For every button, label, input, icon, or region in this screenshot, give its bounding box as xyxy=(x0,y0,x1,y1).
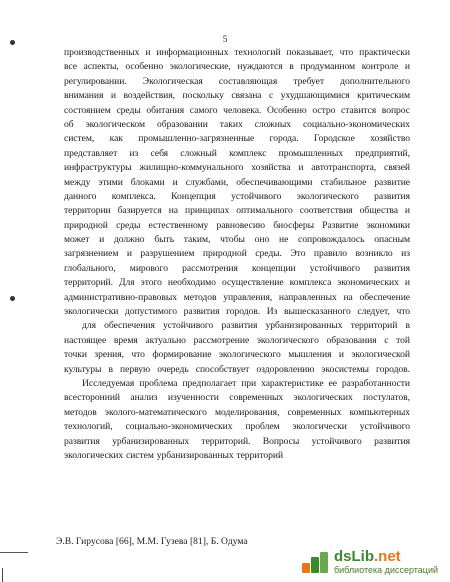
text-line: экологических систем урбанизированных территорий xyxy=(64,449,284,461)
text-line: экологически допустимого развития городов. Из вышесказанного следует, что xyxy=(64,306,410,318)
text-line: данного комплекса. Концепция устойчивого экологического развития xyxy=(64,190,410,202)
text-line: инфраструктуры жилищно-коммунального хозяйства и автотранспорта, связей xyxy=(64,162,410,174)
text-line: состоянием среды обитания самого человека. Особенно остро ставится вопрос xyxy=(64,104,410,116)
text-line: территорий. Для этого необходимо осуществление комплекса экономических и xyxy=(64,277,410,289)
text-line: глобального, мирового рассмотрения концепции устойчивого развития xyxy=(64,262,410,274)
watermark-text xyxy=(334,549,438,575)
text-line: культуры в первую очередь способствует оздоровлению экосистемы городов. xyxy=(64,363,410,375)
dslib-watermark[interactable] xyxy=(296,546,446,578)
text-line: все аспекты, особенно экологические, нуждаются в продуманном контроле и xyxy=(64,61,410,73)
text-line: может и должно быть таким, чтобы оно не сопровождалось опасным xyxy=(64,234,410,246)
margin-mark xyxy=(10,296,15,301)
text-line: регулировании. Экологическая составляющая требует дополнительного xyxy=(64,75,410,87)
text-line: территории базируется на принципах оптимального соответствия общества и xyxy=(64,205,410,217)
margin-mark xyxy=(10,40,15,45)
text-line: об экологическом образовании таких сложных социально-экономических xyxy=(64,118,410,130)
text-line: внимания и воздействия, поскольку связана с ухудшающимися критическим xyxy=(64,90,410,102)
dslib-logo-icon xyxy=(300,549,330,575)
text-line: для обеспечения устойчивого развития урбанизированных территорий в xyxy=(82,320,410,332)
text-line: Исследуемая проблема предполагает при характеристике ее разработанности xyxy=(82,377,410,389)
text-line: представляет из себя сложный комплекс промышленных предприятий, xyxy=(64,147,410,159)
page-number: 5 xyxy=(222,34,228,44)
footer-reference-line: Э.В. Гирусова [66], М.М. Гузева [81], Б. Одума xyxy=(56,536,248,547)
text-line: систем, как промышленно-загрязненные города. Городское хозяйство xyxy=(64,133,410,145)
text-line: между этими блоками и службами, обеспечивающими стабильное развитие xyxy=(64,176,410,188)
text-line: методов эколого-математического моделирования, современных компьютерных xyxy=(64,406,410,418)
text-line: настоящее время актуально рассмотрение экологического образования с той xyxy=(64,334,410,346)
text-line: всесторонний анализ изученности современных экологических постулатов, xyxy=(64,392,410,404)
text-line: точки зрения, что формирование экологического мышления и экологической xyxy=(64,349,410,361)
text-line: административно-правовых методов управления, направленных на обеспечение xyxy=(64,291,410,303)
left-tick xyxy=(2,568,3,582)
text-line: производственных и информационных технологий показывает, что практически xyxy=(64,47,410,58)
body-text xyxy=(64,46,410,463)
watermark-brand: dsLib.net xyxy=(334,548,401,565)
text-line: развития урбанизированных территорий. Вопросы устойчивого развития xyxy=(64,435,410,447)
text-line: загрязнением и разрушением природной среды. Это правило возникло из xyxy=(64,248,410,260)
bottom-rule xyxy=(0,552,28,553)
text-line: технологий, социально-экономических проблем экологически устойчивого xyxy=(64,421,410,433)
text-line: природной среды естественному равновесию биосферы Развитие экономики xyxy=(64,219,410,231)
watermark-subtitle: библиотека диссертаций xyxy=(334,565,439,575)
